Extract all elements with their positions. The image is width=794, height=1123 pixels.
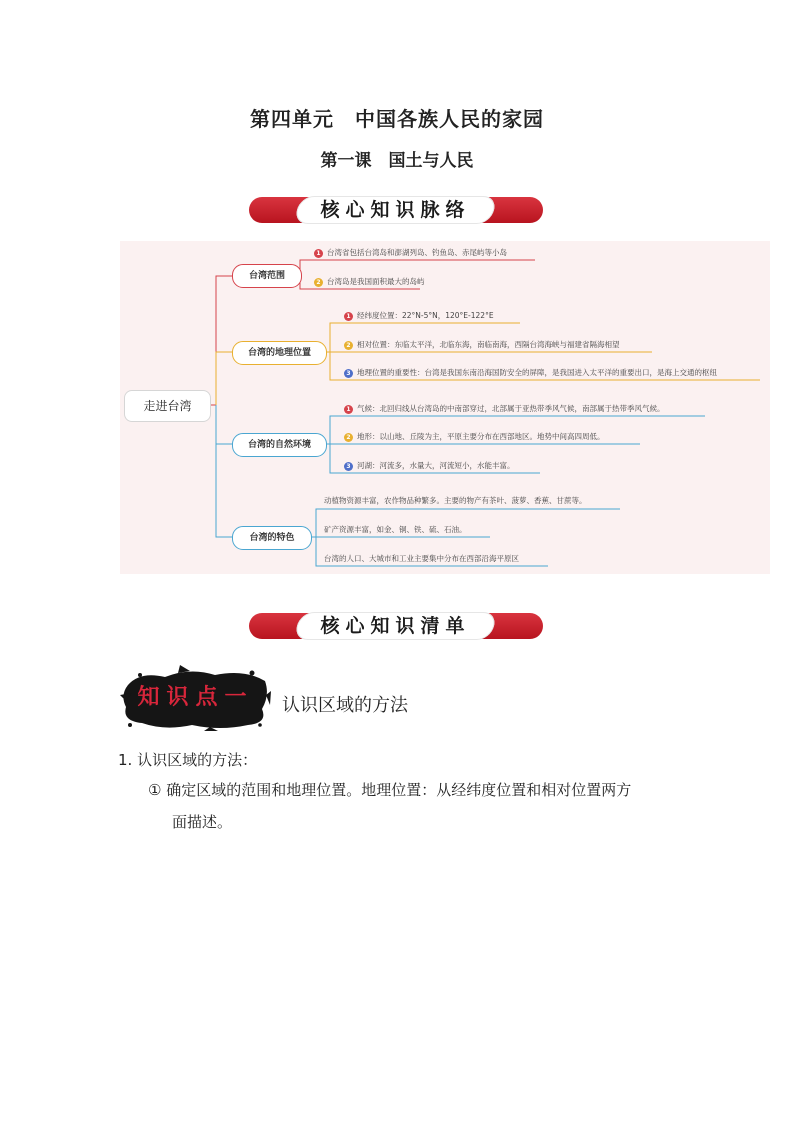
knowledge-point-label: 知识点一	[137, 685, 254, 710]
number-badge: 3	[344, 369, 353, 378]
leaf-environment-1: 1 气候：北回归线从台湾岛的中南部穿过，北部属于亚热带季风气候，南部属于热带季风气候。	[344, 404, 665, 414]
checklist-banner	[249, 612, 543, 640]
leaf-environment-2: 2 地形：以山地、丘陵为主，平原主要分布在西部地区。地势中间高四周低。	[344, 432, 605, 442]
number-badge: 1	[344, 312, 353, 321]
number-badge: 2	[314, 278, 323, 287]
leaf-scope-2: 2 台湾岛是我国面积最大的岛屿	[314, 277, 425, 287]
unit-title: 第四单元 中国各族人民的家园	[250, 107, 544, 131]
leaf-location-1: 1 经纬度位置：22°N-5°N，120°E-122°E	[344, 311, 494, 321]
mindmap	[120, 241, 770, 574]
mindmap-root: 走进台湾	[124, 390, 211, 422]
leaf-features-3: 台湾的人口、大城市和工业主要集中分布在西部沿海平原区	[324, 554, 519, 563]
number-badge: 1	[344, 405, 353, 414]
lesson-title: 第一课 国土与人民	[320, 151, 474, 171]
leaf-scope-1: 1 台湾省包括台湾岛和澎湖列岛、钓鱼岛、赤尾屿等小岛	[314, 248, 507, 258]
content-line-1: 1. 认识区域的方法：	[118, 751, 258, 769]
knowledge-point-badge	[120, 665, 271, 731]
number-badge: 2	[344, 433, 353, 442]
leaf-features-2: 矿产资源丰富，如金、铜、铁、硫、石油。	[324, 525, 467, 534]
checklist-banner-label: 核心知识清单	[320, 615, 471, 637]
leaf-features-1: 动植物资源丰富，农作物品种繁多。主要的物产有茶叶、菠萝、香蕉、甘蔗等。	[324, 496, 587, 505]
content-line-3: 面描述。	[172, 813, 233, 831]
leaf-location-2: 2 相对位置：东临太平洋，北临东海，南临南海，西隔台湾海峡与福建省隔海相望	[344, 340, 620, 350]
leaf-environment-3: 3 河湖：河流多，水量大，河流短小，水能丰富。	[344, 461, 515, 471]
content-line-2: ① 确定区域的范围和地理位置。地理位置：从经纬度位置和相对位置两方	[148, 781, 632, 799]
structure-banner	[249, 196, 543, 224]
knowledge-point-title: 认识区域的方法	[282, 695, 408, 716]
branch-taiwan-scope: 台湾范围	[232, 264, 302, 288]
branch-taiwan-environment: 台湾的自然环境	[232, 433, 327, 457]
leaf-location-3: 3 地理位置的重要性：台湾是我国东南沿海国防安全的屏障，是我国进入太平洋的重要出口，是海上交通的枢纽	[344, 368, 717, 378]
branch-taiwan-features: 台湾的特色	[232, 526, 312, 550]
number-badge: 2	[344, 341, 353, 350]
branch-taiwan-location: 台湾的地理位置	[232, 341, 327, 365]
structure-banner-label: 核心知识脉络	[320, 199, 471, 221]
number-badge: 1	[314, 249, 323, 258]
number-badge: 3	[344, 462, 353, 471]
